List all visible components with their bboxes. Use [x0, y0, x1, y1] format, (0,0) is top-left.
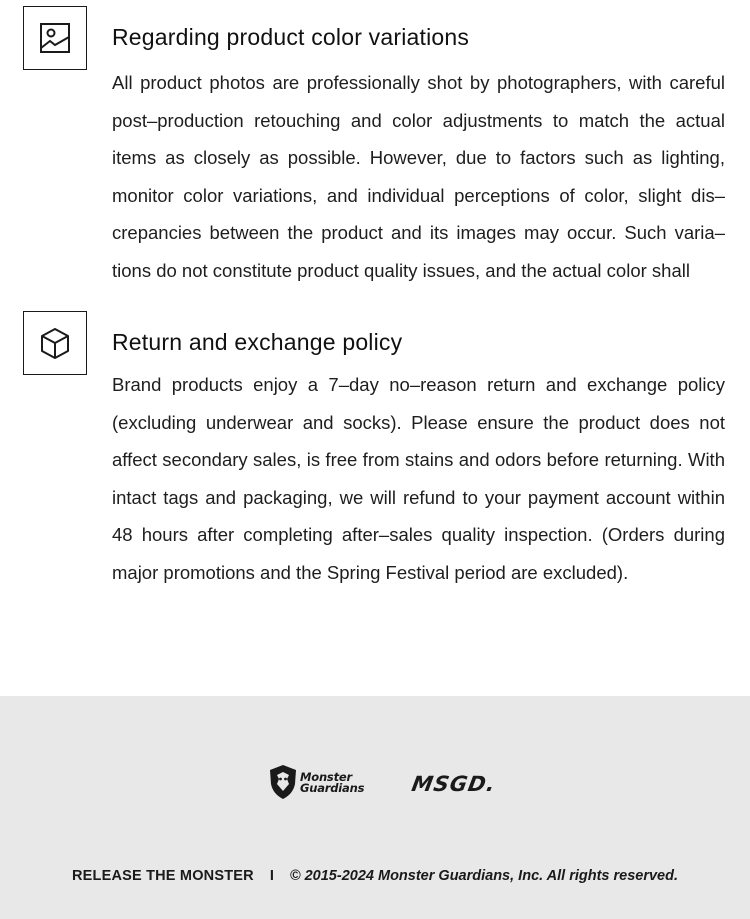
shield-logo-icon: [268, 764, 298, 800]
section-title: Return and exchange policy: [112, 329, 403, 355]
separator: I: [269, 868, 274, 884]
section-text: All product photos are professionally shot by photographers, with careful post–production retouching and color adjustments to match the actual items as closely as possible. However, due to factors such as lighting, monitor color variations, and individual perceptions of color, slight dis–crepancies between the product and its images may occur. Such varia–tions do not constitute product quality issues, and the actual color shall: [112, 72, 725, 281]
logo-wordmark: [300, 772, 364, 794]
tagline: RELEASE THE MONSTER: [71, 868, 254, 884]
box-icon: [23, 311, 87, 375]
brand-logos: [0, 764, 750, 804]
section-text: Brand products enjoy a 7–day no–reason return and exchange policy (excluding underwear and socks). Please ensure the product does not affect secondary sales, is free from stains and odors before returning. With intact tags and packaging, we will refund to your payment account within 48 hours after completing after–sales quality inspection. (Orders during major promotions and the Spring Festival period are excluded).: [112, 374, 725, 583]
copyright-text: © 2015-2024 Monster Guardians, Inc. All rights reserved.: [289, 868, 679, 884]
copyright-line: [0, 868, 750, 884]
footer: [0, 696, 750, 919]
logo-line-2: Guardians: [300, 781, 365, 795]
msgd-logo: MSGD.: [409, 772, 498, 796]
monster-guardians-logo: [268, 764, 368, 800]
logo-line-1: Monster: [300, 770, 352, 784]
section-title: Regarding product color variations: [112, 24, 470, 50]
image-icon: [23, 6, 87, 70]
